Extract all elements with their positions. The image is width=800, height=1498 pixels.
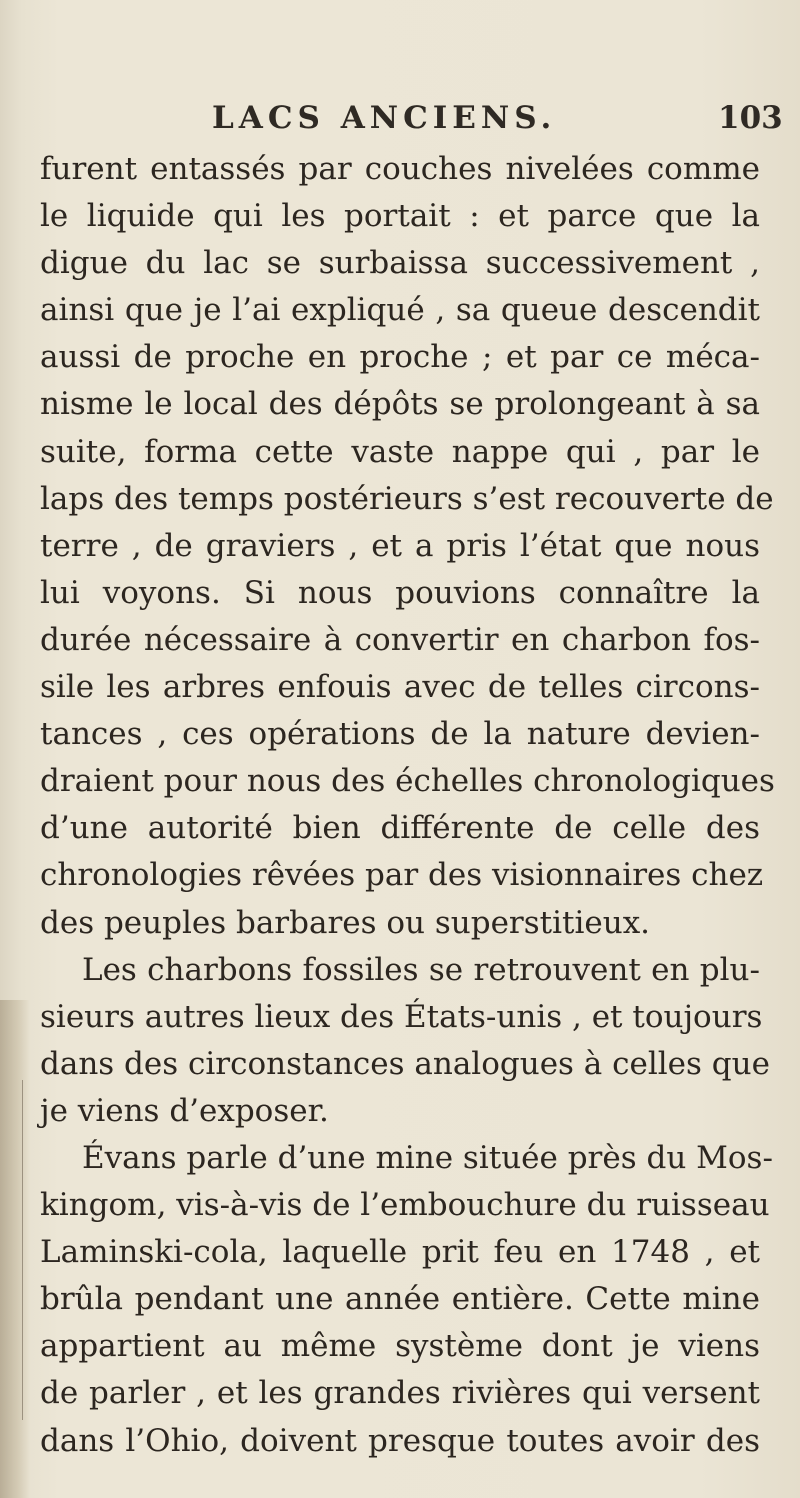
text-line: dans l’Ohio, doivent presque toutes avoir des (40, 1422, 760, 1459)
text-line: tances , ces opérations de la nature devien- (40, 716, 760, 753)
text-line: digue du lac se surbaissa successivement , (40, 245, 760, 282)
text-line: terre , de graviers , et a pris l’état que nous (40, 527, 760, 564)
text-line: sile les arbres enfouis avec de telles circons- (40, 669, 760, 706)
text-line: aussi de proche en proche ; et par ce méca- (40, 339, 760, 376)
running-head-title: LACS ANCIENS. (212, 100, 557, 136)
paragraph-start-line: Évans parle d’une mine située près du Mos- (82, 1139, 773, 1176)
page-gutter-shadow (0, 1000, 30, 1498)
text-line: kingom, vis-à-vis de l’embouchure du ruisseau (40, 1187, 770, 1224)
text-line: je viens d’exposer. (40, 1092, 329, 1129)
text-line: draient pour nous des échelles chronologiques (40, 763, 775, 800)
text-line: laps des temps postérieurs s’est recouverte de (40, 480, 774, 517)
text-line: le liquide qui les portait : et parce que la (40, 198, 760, 235)
text-line: brûla pendant une année entière. Cette mine (40, 1281, 760, 1318)
paragraph-start-line: Les charbons fossiles se retrouvent en plu- (82, 951, 760, 988)
text-line: dans des circonstances analogues à celles que (40, 1045, 770, 1082)
text-line: d’une autorité bien différente de celle des (40, 810, 760, 847)
text-line: Laminski-cola, laquelle prit feu en 1748 , et (40, 1234, 760, 1271)
text-line: furent entassés par couches nivelées comme (40, 151, 760, 187)
page-number: 103 (718, 100, 783, 136)
text-line: nisme le local des dépôts se prolongeant à sa (40, 386, 760, 423)
text-line: sieurs autres lieux des États-unis , et toujours (40, 998, 763, 1035)
text-line: appartient au même système dont je viens (40, 1328, 760, 1365)
page-edge-line (22, 1080, 23, 1420)
text-line: ainsi que je l’ai expliqué , sa queue descendit (40, 292, 760, 329)
text-line: des peuples barbares ou superstitieux. (40, 904, 651, 941)
running-head (0, 100, 800, 140)
text-line: chronologies rêvées par des visionnaires chez (40, 857, 764, 894)
text-line: de parler , et les grandes rivières qui versent (40, 1375, 760, 1412)
text-line: durée nécessaire à convertir en charbon fos- (40, 621, 760, 658)
text-line: lui voyons. Si nous pouvions connaître la (40, 574, 760, 611)
text-line: suite, forma cette vaste nappe qui , par le (40, 433, 760, 470)
body-text (40, 146, 775, 1465)
